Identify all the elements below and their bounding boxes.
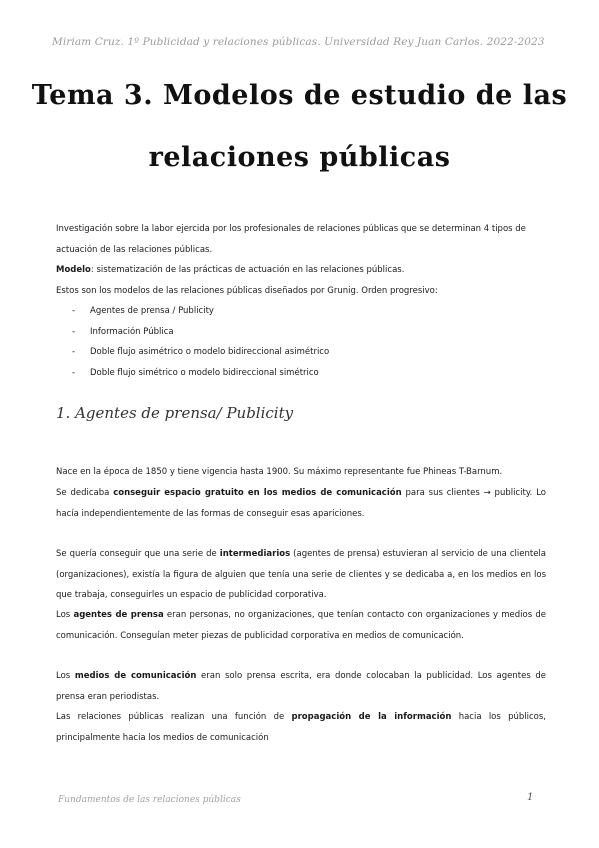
- bullet-dash: -: [72, 347, 76, 357]
- modelo-text: : sistematización de las prácticas de actuación en las relaciones públicas.: [90, 265, 405, 275]
- emphasis-text: agentes de prensa: [73, 610, 164, 620]
- grunig-line: Estos son los modelos de las relaciones públicas diseñados por Grunig. Orden progresivo:: [56, 285, 438, 296]
- intro-paragraph: [56, 219, 546, 301]
- paragraph-origin: Nace en la época de 1850 y tiene vigencia hasta 1900. Su máximo representante fue Phineas T-Barnum.: [56, 467, 503, 477]
- list-item: [72, 322, 329, 343]
- model-label: Información Pública: [90, 326, 174, 337]
- paragraph-intermediarios: [56, 544, 546, 606]
- text-run: Se dedicaba: [56, 488, 114, 498]
- models-list: [72, 301, 329, 383]
- page-footer: Fundamentos de las relaciones públicas: [58, 795, 241, 805]
- model-label: Doble flujo simétrico o modelo bidireccional simétrico: [90, 367, 319, 378]
- emphasis-text: intermediarios: [219, 549, 291, 559]
- intro-line-2: actuación de las relaciones públicas.: [56, 244, 213, 255]
- text-run: Los: [56, 610, 74, 620]
- page-title-line-1: Tema 3. Modelos de estudio de las: [31, 80, 568, 111]
- bullet-dash: -: [72, 306, 76, 316]
- model-label: Doble flujo asimétrico o modelo bidireccional asimétrico: [90, 347, 330, 357]
- paragraph-agentes: [56, 605, 546, 646]
- intro-line-1: Investigación sobre la labor ejercida por los profesionales de relaciones públicas que se determinan 4 tipos de: [56, 224, 526, 234]
- bullet-dash: -: [72, 326, 76, 337]
- paragraph-publicity: [56, 483, 546, 524]
- list-item: [72, 342, 329, 363]
- bullet-dash: -: [72, 367, 76, 378]
- paragraph-propagacion: [56, 707, 546, 748]
- text-run: Las relaciones públicas realizan una función de: [56, 712, 292, 722]
- modelo-label: Modelo: [56, 265, 91, 275]
- modelo-definition: [56, 260, 546, 281]
- emphasis-text: conseguir espacio gratuito en los medios de comunicación: [113, 488, 402, 498]
- text-run: hacia los públicos, principalmente hacia los medios de comunicación: [56, 712, 547, 743]
- paragraph-medios: [56, 666, 546, 707]
- text-run: (agentes de prensa) estuvieran al servicio de una clientela (organizaciones), existía la figura de alguien que tenía una serie de clientes y se dedicaba a, en los medios en los que trabaja, conseguirles un espacio de publicidad corporativa.: [56, 549, 546, 600]
- page-header: Miriam Cruz. 1º Publicidad y relaciones públicas. Universidad Rey Juan Carlos. 2022-2023: [52, 36, 545, 48]
- page-number: 1: [527, 792, 534, 803]
- text-run: para sus clientes → publicity. Lo hacía independientemente de las formas de conseguir esas apariciones.: [56, 488, 546, 519]
- list-item: [72, 363, 329, 384]
- section-heading: 1. Agentes de prensa/ Publicity: [56, 404, 294, 422]
- page-title-line-2: relaciones públicas: [148, 142, 451, 173]
- text-run: eran solo prensa escrita, era donde colocaban la publicidad. Los agentes de prensa eran periodistas.: [56, 671, 547, 702]
- text-run: Se quería conseguir que una serie de: [56, 549, 220, 559]
- text-run: eran personas, no organizaciones, que tenían contacto con organizaciones y medios de comunicación. Conseguían meter piezas de publicidad corporativa en medios de comunicación.: [56, 610, 546, 641]
- list-item: [72, 301, 329, 322]
- emphasis-text: propagación de la información: [291, 712, 452, 722]
- emphasis-text: medios de comunicación: [74, 671, 197, 681]
- text-run: Los: [56, 671, 75, 681]
- model-label: Agentes de prensa / Publicity: [90, 306, 214, 316]
